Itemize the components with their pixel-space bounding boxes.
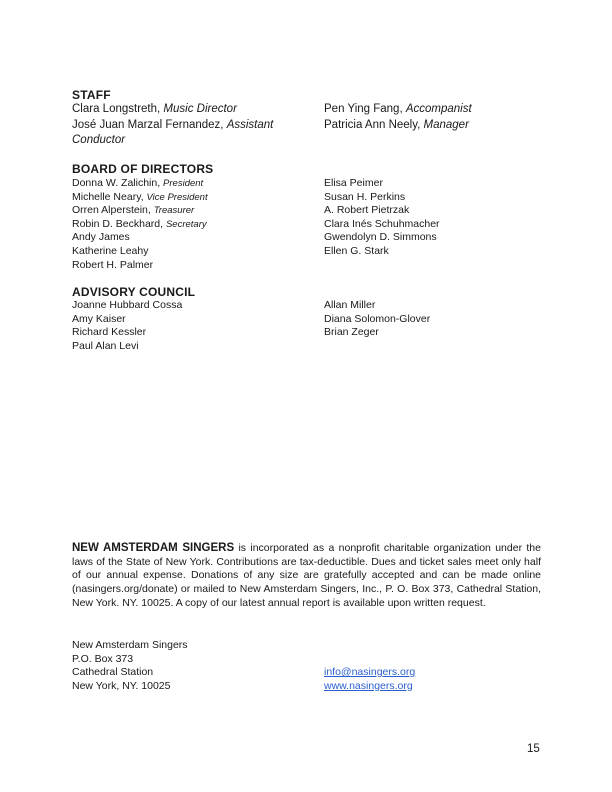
board-member: Robin D. Beckhard, Secretary bbox=[72, 217, 207, 230]
board-left-column bbox=[72, 177, 208, 272]
board-member: Clara Inés Schuhmacher bbox=[324, 217, 440, 230]
board-member: Robert H. Palmer bbox=[72, 258, 154, 271]
board-member: Gwendolyn D. Simmons bbox=[324, 231, 437, 244]
staff-member: José Juan Marzal Fernandez, Assistant bbox=[72, 118, 274, 131]
advisory-member: Diana Solomon-Glover bbox=[324, 312, 431, 325]
staff-right-column bbox=[324, 102, 472, 133]
advisory-member: Joanne Hubbard Cossa bbox=[72, 299, 183, 311]
page-number: 15 bbox=[527, 743, 540, 755]
address-line: New Amsterdam Singers bbox=[72, 639, 188, 651]
board-member: Andy James bbox=[72, 231, 130, 244]
staff-member: Patricia Ann Neely, Manager bbox=[324, 118, 469, 131]
mailing-address bbox=[72, 639, 188, 693]
advisory-member: Richard Kessler bbox=[72, 326, 147, 339]
staff-left-column bbox=[72, 102, 273, 149]
staff-member-continued: Conductor bbox=[72, 134, 126, 147]
board-member: Donna W. Zalichin, President bbox=[72, 177, 204, 189]
board-member: Elisa Peimer bbox=[324, 177, 383, 189]
staff-heading: STAFF bbox=[72, 88, 111, 102]
website-link[interactable]: www.nasingers.org bbox=[324, 679, 413, 692]
board-member: Orren Alperstein, Treasurer bbox=[72, 204, 195, 217]
board-right-column bbox=[324, 177, 440, 259]
board-heading: BOARD OF DIRECTORS bbox=[72, 162, 214, 176]
staff-member: Clara Longstreth, Music Director bbox=[72, 103, 237, 115]
email-link[interactable]: info@nasingers.org bbox=[324, 666, 416, 678]
board-member: A. Robert Pietrzak bbox=[324, 204, 410, 217]
advisory-member: Amy Kaiser bbox=[72, 312, 126, 325]
address-line: New York, NY. 10025 bbox=[72, 679, 171, 692]
advisory-heading: ADVISORY COUNCIL bbox=[72, 285, 196, 299]
advisory-member: Paul Alan Levi bbox=[72, 339, 139, 352]
address-line: P.O. Box 373 bbox=[72, 652, 134, 665]
board-member: Katherine Leahy bbox=[72, 244, 149, 257]
board-member: Ellen G. Stark bbox=[324, 244, 389, 257]
advisory-member: Allan Miller bbox=[324, 299, 376, 311]
board-member: Susan H. Perkins bbox=[324, 190, 406, 203]
org-name: NEW AMSTERDAM SINGERS bbox=[72, 542, 235, 554]
contact-links bbox=[324, 666, 415, 693]
staff-member: Pen Ying Fang, Accompanist bbox=[324, 103, 472, 115]
advisory-member: Brian Zeger bbox=[324, 326, 379, 339]
nonprofit-statement-text: is incorporated as a nonprofit charitable organization under the laws of the State of New York. Contributions are tax-deductible. Dues and ticket sales meet only half of our annual expense. Donations of any size are gratefully accepted and can be made online (nasingers.org/donate) or mailed to New Amsterdam Singers, Inc., P. O. Box 373, Cathedral Station, New York. NY. 10025. A copy of our latest annual report is available upon written request. bbox=[72, 542, 541, 609]
advisory-right-column bbox=[324, 299, 430, 340]
advisory-left-column bbox=[72, 299, 182, 353]
nonprofit-statement bbox=[72, 542, 541, 611]
board-member: Michelle Neary, Vice President bbox=[72, 190, 208, 203]
address-line: Cathedral Station bbox=[72, 666, 154, 679]
